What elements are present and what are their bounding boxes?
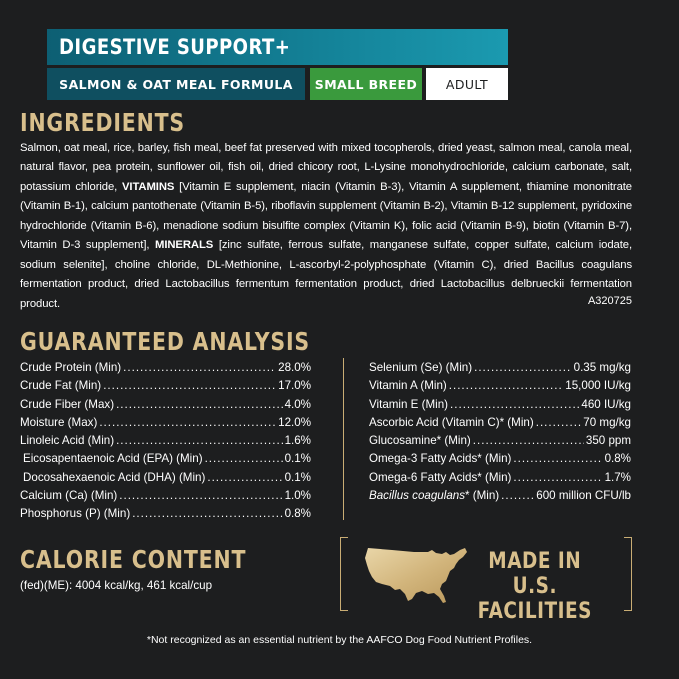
calorie-heading: CALORIE CONTENT xyxy=(20,545,247,574)
vitamins-label: VITAMINS xyxy=(122,180,175,193)
left-bracket xyxy=(340,537,348,611)
made-in-text xyxy=(476,549,594,624)
analysis-right-column xyxy=(369,361,631,507)
leader-dots xyxy=(123,361,276,374)
nutrient-value: 1.0% xyxy=(284,489,311,503)
nutrient-value: 4.0% xyxy=(284,397,311,411)
nutrient-name: Glucosamine* (Min) xyxy=(369,434,471,448)
ingredients-text xyxy=(20,139,632,314)
lot-code: A320725 xyxy=(587,295,632,307)
nutrient-value: 0.8% xyxy=(284,507,311,521)
leader-dots xyxy=(116,398,283,411)
nutrient-name: Ascorbic Acid (Vitamin C)* (Min) xyxy=(369,415,534,429)
ingredients-part-1: Salmon, oat meal, rice, barley, fish meal, beef fat preserved with mixed tocopherols, dried yeast, salmon meal, canola meal, natural flavor, pea protein, sunflower oil, fish oil, dried chicory root, L-Lysine monohydrochloride, calcium carbonate, salt, potassium chloride, xyxy=(20,142,632,193)
nutrient-value: 1.6% xyxy=(284,434,311,448)
product-title-banner xyxy=(47,29,508,65)
nutrient-value: 0.1% xyxy=(284,452,311,466)
nutrient-value: 17.0% xyxy=(278,379,311,393)
footnote: *Not recognized as an essential nutrient by the AAFCO Dog Food Nutrient Profiles. xyxy=(146,634,533,646)
leader-dots xyxy=(513,452,602,465)
nutrient-name: Omega-3 Fatty Acids* (Min) xyxy=(369,452,512,466)
analysis-row xyxy=(20,471,311,489)
made-in-usa-badge xyxy=(340,537,632,624)
leader-dots xyxy=(205,452,283,465)
nutrient-value: 0.8% xyxy=(604,452,631,466)
analysis-left-column xyxy=(20,361,311,526)
analysis-row xyxy=(20,379,311,397)
analysis-row xyxy=(20,361,311,379)
analysis-row xyxy=(369,361,631,379)
leader-dots xyxy=(116,434,282,447)
analysis-heading: GUARANTEED ANALYSIS xyxy=(20,327,310,356)
column-divider xyxy=(343,358,344,520)
nutrient-name: Vitamin A (Min) xyxy=(369,379,447,393)
nutrient-name: Selenium (Se) (Min) xyxy=(369,361,473,374)
leader-dots xyxy=(501,489,534,502)
right-bracket xyxy=(624,537,632,611)
ingredients-part-2: [Vitamin E supplement, niacin (Vitamin B-3), Vitamin A supplement, thiamine mononitrate (Vitamin B-1), calcium pantothenate (Vitamin B-5), riboflavin supplement (Vitamin B-2), Vitamin B-12 supplement, pyridoxine hydrochloride (Vitamin B-6), menadione sodium bisulfite complex (Vitamin K), folic acid (Vitamin B-9), biotin (Vitamin B-7), Vitamin D-3 supplement], xyxy=(20,180,632,252)
nutrient-value: 0.35 mg/kg xyxy=(573,361,631,374)
nutrient-name: Calcium (Ca) (Min) xyxy=(20,489,118,503)
nutrient-name: Crude Fat (Min) xyxy=(20,379,102,393)
analysis-row xyxy=(20,398,311,416)
nutrient-name-suffix: * (Min) xyxy=(465,489,500,503)
made-in-line-1: MADE IN U.S. xyxy=(488,549,582,599)
minerals-label: MINERALS xyxy=(155,239,214,252)
analysis-row xyxy=(369,489,631,507)
nutrient-name: Crude Fiber (Max) xyxy=(20,397,115,411)
nutrient-value: 12.0% xyxy=(278,415,311,429)
leader-dots xyxy=(103,379,276,392)
analysis-row xyxy=(20,452,311,470)
analysis-row xyxy=(369,416,631,434)
leader-dots xyxy=(473,434,584,447)
leader-dots xyxy=(474,361,572,374)
nutrient-name: Linoleic Acid (Min) xyxy=(20,434,115,448)
nutrient-name: Omega-6 Fatty Acids* (Min) xyxy=(369,470,512,484)
leader-dots xyxy=(450,398,579,411)
analysis-row xyxy=(20,489,311,507)
nutrient-value: 460 IU/kg xyxy=(581,397,631,411)
age-tag: ADULT xyxy=(426,68,508,100)
nutrient-name: Phosphorus (P) (Min) xyxy=(20,507,131,521)
nutrient-name xyxy=(369,489,499,502)
nutrient-name: Vitamin E (Min) xyxy=(369,397,449,411)
analysis-row xyxy=(20,434,311,452)
calorie-text: (fed)(ME): 4004 kcal/kg, 461 kcal/cup xyxy=(20,579,213,592)
leader-dots xyxy=(99,416,276,429)
analysis-row xyxy=(369,471,631,489)
made-in-line-2: FACILITIES xyxy=(477,599,592,624)
leader-dots xyxy=(513,471,602,484)
analysis-row xyxy=(369,379,631,397)
leader-dots xyxy=(132,507,282,520)
leader-dots xyxy=(119,489,282,502)
nutrient-value: 70 mg/kg xyxy=(583,415,631,429)
nutrient-value: 1.7% xyxy=(604,470,631,484)
nutrient-name: Eicosapentaenoic Acid (EPA) (Min) xyxy=(23,452,203,466)
nutrient-name: Crude Protein (Min) xyxy=(20,361,122,374)
formula-tag: SALMON & OAT MEAL FORMULA xyxy=(47,68,305,100)
nutrient-name-italic: Bacillus coagulans xyxy=(369,489,466,503)
nutrient-value: 0.1% xyxy=(284,470,311,484)
nutrient-value: 600 million CFU/lb xyxy=(536,489,631,503)
leader-dots xyxy=(449,379,564,392)
analysis-row xyxy=(369,452,631,470)
leader-dots xyxy=(536,416,582,429)
breed-tag: SMALL BREED xyxy=(310,68,422,100)
nutrient-value: 350 ppm xyxy=(585,434,631,448)
leader-dots xyxy=(207,471,282,484)
product-title: DIGESTIVE SUPPORT+ xyxy=(59,35,291,59)
nutrient-value: 28.0% xyxy=(278,361,311,374)
ingredients-part-3: [zinc sulfate, ferrous sulfate, manganese sulfate, copper sulfate, calcium iodate, sodium selenite], choline chloride, DL-Methionine, L-ascorbyl-2-polyphosphate (Vitamin C), dried Bacillus coagulans fermentation product, dried Lactobacillus fermentum fermentation product, dried Lactobacillus delbrueckii fermentation product. xyxy=(20,239,632,310)
usa-map-icon xyxy=(362,544,472,606)
analysis-row xyxy=(20,416,311,434)
analysis-row xyxy=(369,434,631,452)
nutrient-name: Docosahexaenoic Acid (DHA) (Min) xyxy=(23,470,206,484)
analysis-row xyxy=(20,507,311,525)
nutrient-value: 15,000 IU/kg xyxy=(565,379,631,393)
nutrient-name: Moisture (Max) xyxy=(20,415,98,429)
analysis-row xyxy=(369,398,631,416)
ingredients-heading: INGREDIENTS xyxy=(20,108,185,137)
